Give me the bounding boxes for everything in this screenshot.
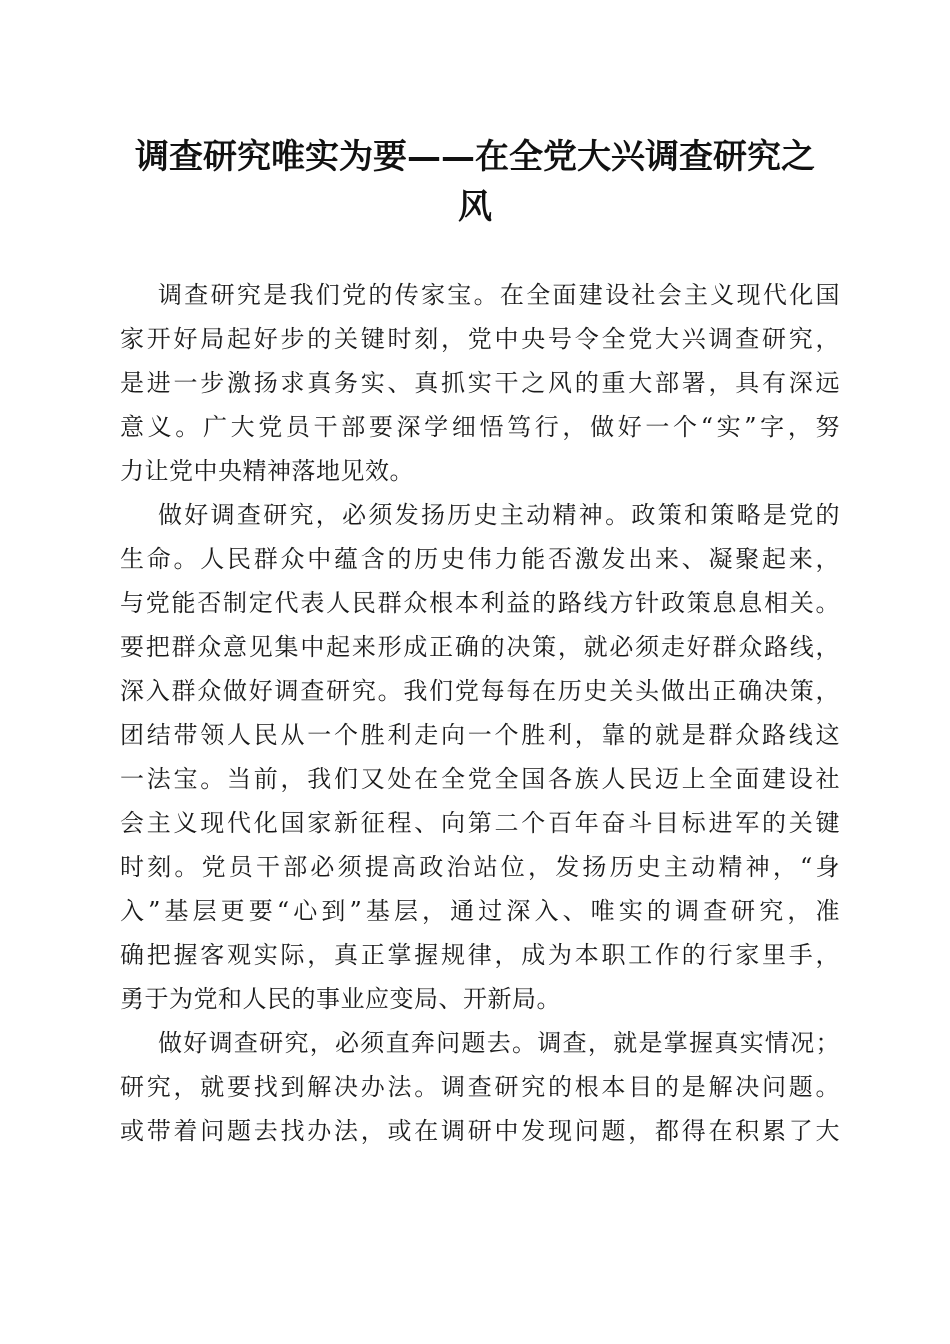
text-line: 与党能否制定代表人民群众根本利益的路线方针政策息息相关。 xyxy=(120,589,840,617)
text-line: 意义。广大党员干部要深学细悟笃行，做好一个“实”字，努 xyxy=(120,413,840,441)
text-line: 时刻。党员干部必须提高政治站位，发扬历史主动精神，“身 xyxy=(120,853,840,881)
text-line: 确把握客观实际，真正掌握规律，成为本职工作的行家里手， xyxy=(120,941,840,969)
text-line: 深入群众做好调查研究。我们党每每在历史关头做出正确决策， xyxy=(120,677,840,705)
text-line: 生命。人民群众中蕴含的历史伟力能否激发出来、凝聚起来， xyxy=(120,545,840,573)
paragraph-1 xyxy=(120,273,840,493)
title-line-1: 调查研究唯实为要——在全党大兴调查研究之 xyxy=(135,137,815,177)
text-line: 调查研究是我们党的传家宝。在全面建设社会主义现代化国 xyxy=(158,281,840,309)
text-line: 家开好局起好步的关键时刻，党中央号令全党大兴调查研究， xyxy=(120,325,840,353)
paragraph-2 xyxy=(120,493,840,1021)
paragraph-3 xyxy=(120,1021,840,1153)
text-line: 做好调查研究，必须发扬历史主动精神。政策和策略是党的 xyxy=(158,501,840,529)
text-line: 是进一步激扬求真务实、真抓实干之风的重大部署，具有深远 xyxy=(120,369,840,397)
document-title xyxy=(110,132,840,232)
text-line: 团结带领人民从一个胜利走向一个胜利，靠的就是群众路线这 xyxy=(120,721,840,749)
document-body xyxy=(120,273,840,1153)
text-line: 一法宝。当前，我们又处在全党全国各族人民迈上全面建设社 xyxy=(120,765,840,793)
text-line: 会主义现代化国家新征程、向第二个百年奋斗目标进军的关键 xyxy=(120,809,840,837)
text-line: 或带着问题去找办法，或在调研中发现问题，都得在积累了大 xyxy=(120,1117,840,1145)
text-line: 研究，就要找到解决办法。调查研究的根本目的是解决问题。 xyxy=(120,1073,840,1101)
text-line: 勇于为党和人民的事业应变局、开新局。 xyxy=(120,985,561,1013)
text-line: 要把群众意见集中起来形成正确的决策，就必须走好群众路线， xyxy=(120,633,840,661)
title-line-2: 风 xyxy=(458,187,492,227)
text-line: 入”基层更要“心到”基层，通过深入、唯实的调查研究，准 xyxy=(120,897,840,925)
text-line: 做好调查研究，必须直奔问题去。调查，就是掌握真实情况； xyxy=(158,1029,840,1057)
text-line: 力让党中央精神落地见效。 xyxy=(120,457,414,485)
